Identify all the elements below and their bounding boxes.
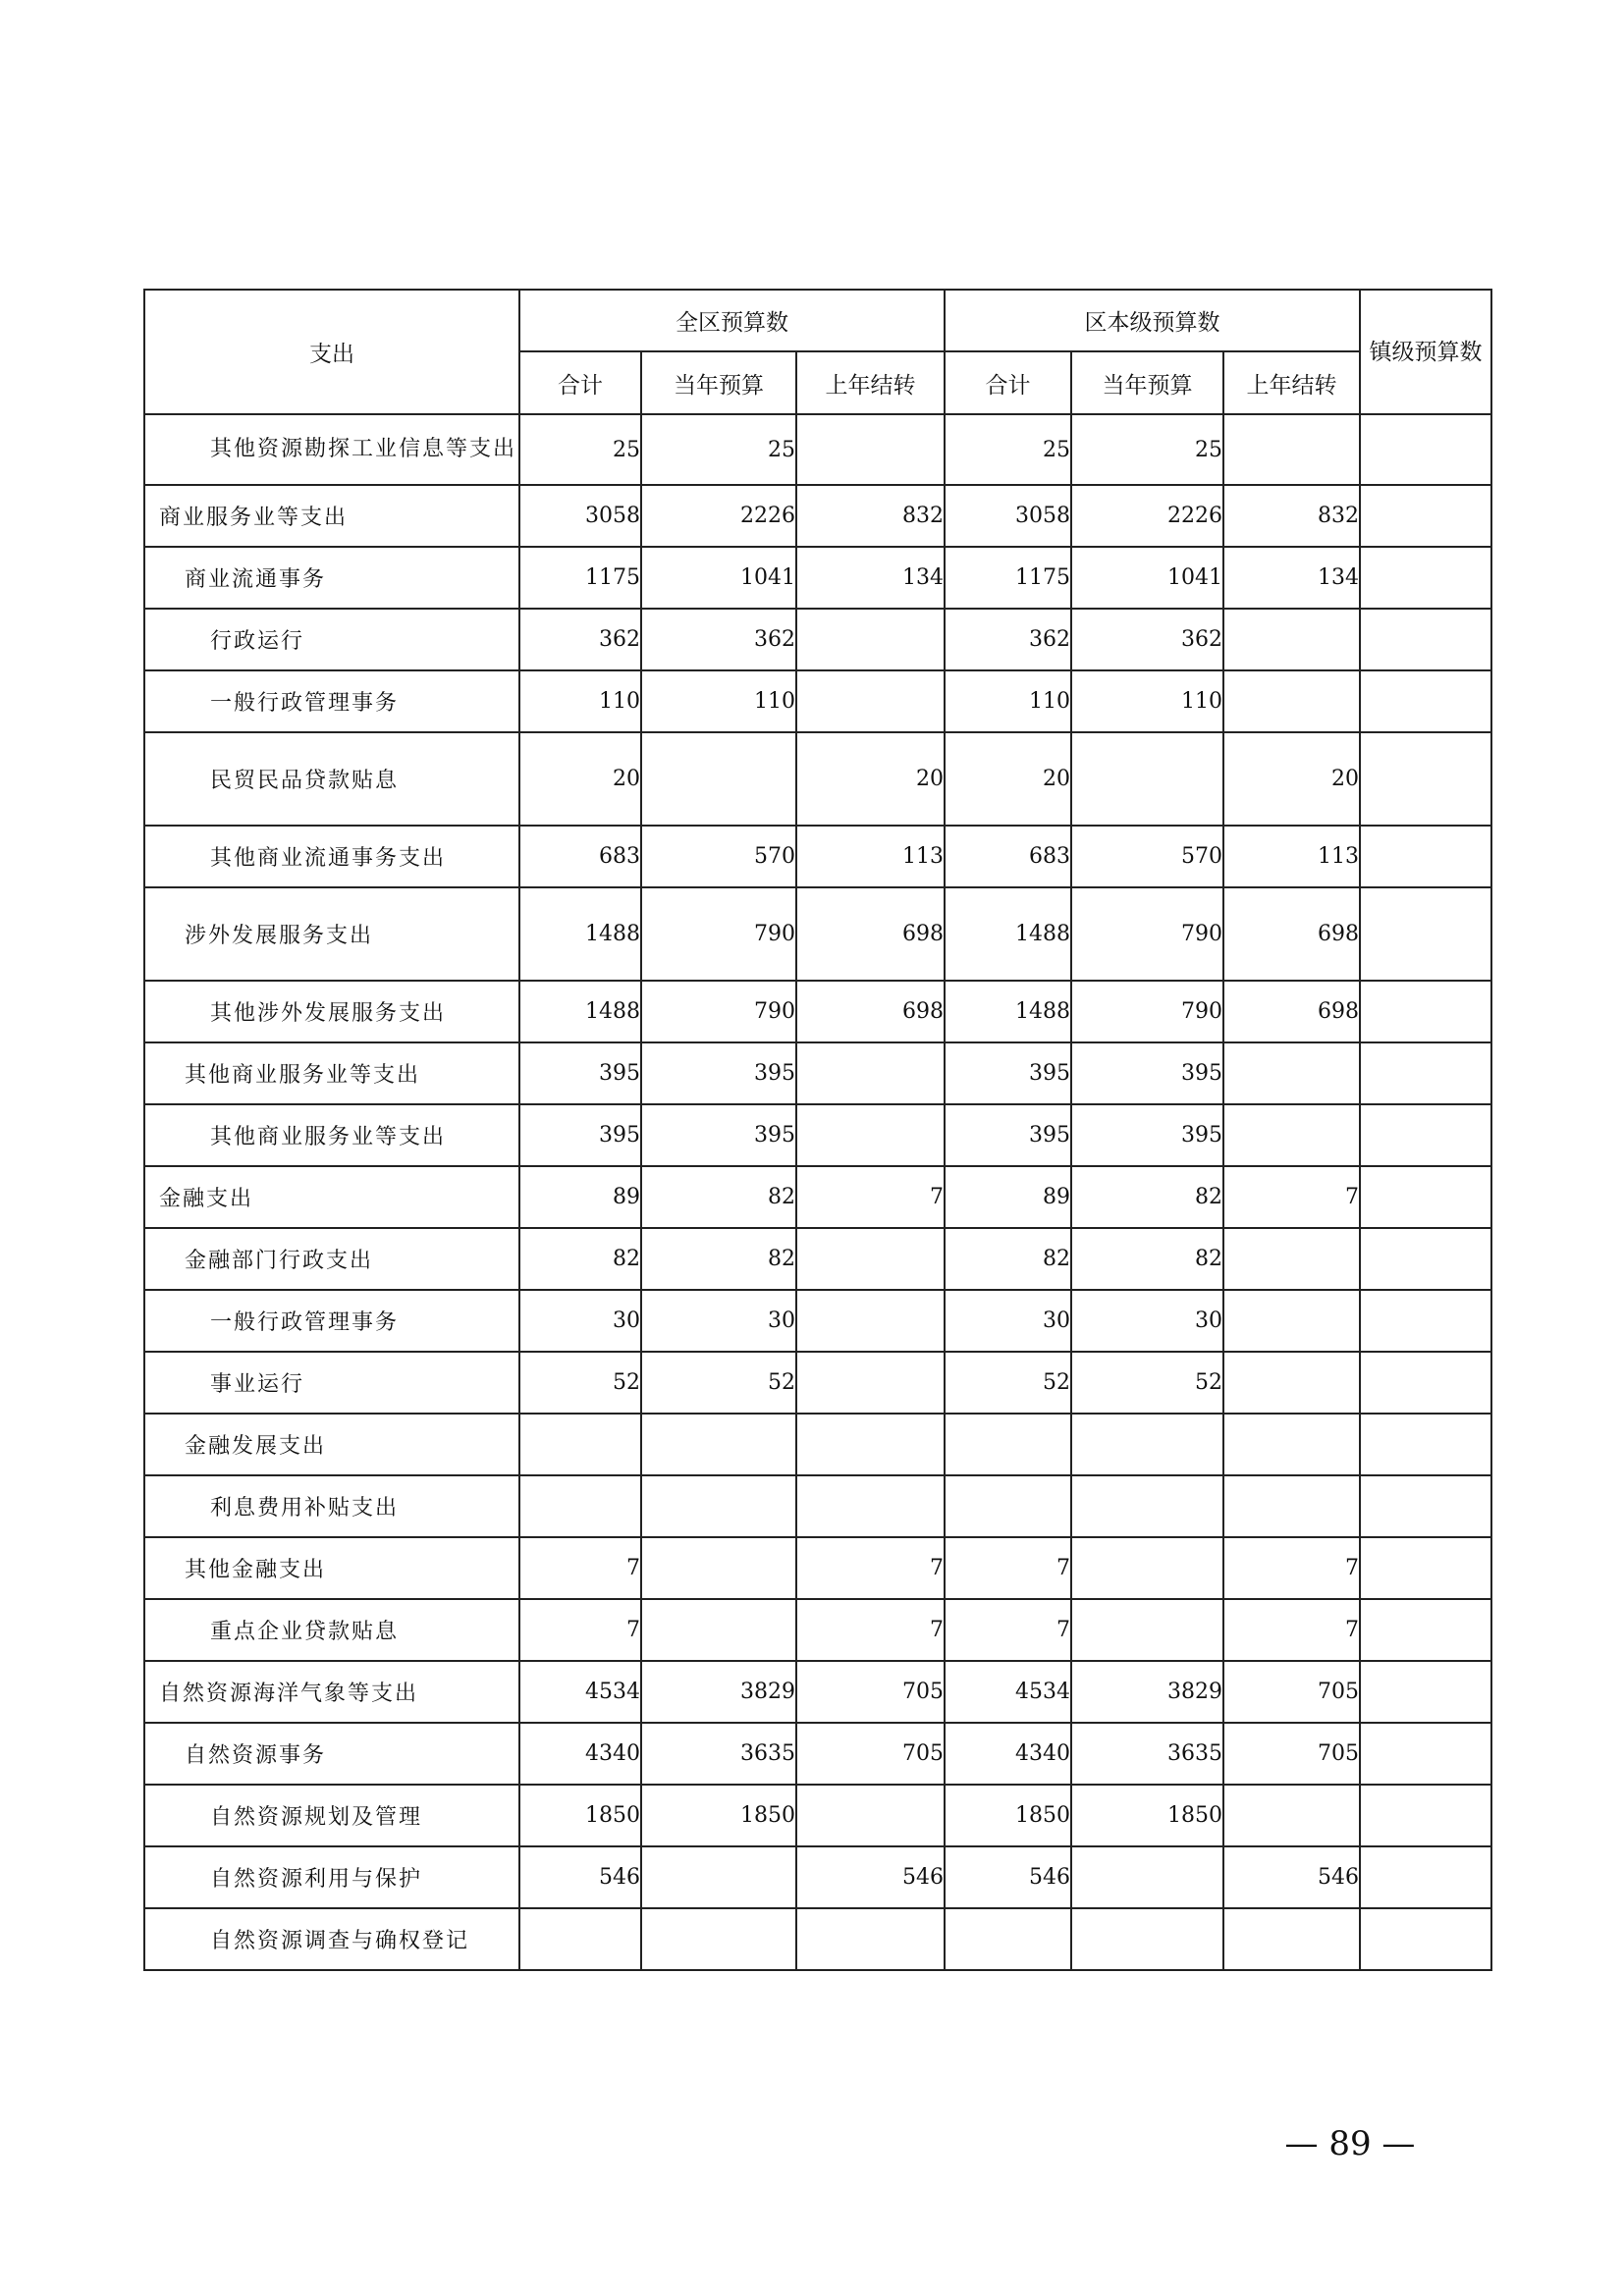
row-value bbox=[1223, 1352, 1360, 1414]
row-value: 4534 bbox=[945, 1661, 1071, 1723]
row-value: 25 bbox=[641, 414, 796, 485]
row-value: 2226 bbox=[1071, 485, 1223, 547]
row-value: 30 bbox=[519, 1290, 641, 1352]
row-value bbox=[1360, 732, 1491, 826]
row-value: 546 bbox=[945, 1846, 1071, 1908]
row-value: 698 bbox=[796, 887, 945, 981]
row-value: 113 bbox=[1223, 826, 1360, 887]
row-value bbox=[1360, 485, 1491, 547]
row-value bbox=[796, 1104, 945, 1166]
row-value bbox=[1223, 1290, 1360, 1352]
row-value: 1850 bbox=[945, 1785, 1071, 1846]
row-value: 7 bbox=[519, 1537, 641, 1599]
row-value bbox=[1360, 887, 1491, 981]
row-value: 20 bbox=[519, 732, 641, 826]
row-value: 3635 bbox=[641, 1723, 796, 1785]
row-value: 4340 bbox=[519, 1723, 641, 1785]
row-value: 4534 bbox=[519, 1661, 641, 1723]
row-value: 546 bbox=[1223, 1846, 1360, 1908]
table-row bbox=[144, 1290, 1491, 1352]
page-number: — 89 — bbox=[1284, 2124, 1416, 2163]
row-value: 1041 bbox=[641, 547, 796, 609]
row-value bbox=[1223, 670, 1360, 732]
row-value: 570 bbox=[641, 826, 796, 887]
row-label: 涉外发展服务支出 bbox=[144, 887, 519, 981]
row-value bbox=[1223, 1908, 1360, 1970]
table-row bbox=[144, 826, 1491, 887]
row-value bbox=[796, 1042, 945, 1104]
table-row bbox=[144, 1228, 1491, 1290]
row-value bbox=[796, 1785, 945, 1846]
row-value bbox=[796, 1352, 945, 1414]
row-value bbox=[1071, 732, 1223, 826]
table-row bbox=[144, 1599, 1491, 1661]
row-value: 683 bbox=[945, 826, 1071, 887]
row-label: 商业服务业等支出 bbox=[144, 485, 519, 547]
row-value bbox=[519, 1908, 641, 1970]
table-row bbox=[144, 1908, 1491, 1970]
table-row bbox=[144, 1104, 1491, 1166]
row-value: 1175 bbox=[945, 547, 1071, 609]
row-label: 一般行政管理事务 bbox=[144, 670, 519, 732]
row-value: 20 bbox=[945, 732, 1071, 826]
row-value: 7 bbox=[945, 1537, 1071, 1599]
row-value: 395 bbox=[519, 1042, 641, 1104]
table-row bbox=[144, 609, 1491, 670]
table-row bbox=[144, 1166, 1491, 1228]
table-row bbox=[144, 485, 1491, 547]
row-value: 52 bbox=[641, 1352, 796, 1414]
row-label: 行政运行 bbox=[144, 609, 519, 670]
row-label: 其他涉外发展服务支出 bbox=[144, 981, 519, 1042]
row-value: 395 bbox=[641, 1104, 796, 1166]
row-value: 7 bbox=[1223, 1599, 1360, 1661]
row-label: 自然资源事务 bbox=[144, 1723, 519, 1785]
table-row bbox=[144, 887, 1491, 981]
row-value: 82 bbox=[1071, 1228, 1223, 1290]
row-value: 30 bbox=[945, 1290, 1071, 1352]
row-value: 110 bbox=[641, 670, 796, 732]
row-value: 705 bbox=[1223, 1723, 1360, 1785]
row-value: 395 bbox=[945, 1104, 1071, 1166]
row-value bbox=[796, 1228, 945, 1290]
row-value bbox=[1223, 1228, 1360, 1290]
row-value bbox=[1360, 1846, 1491, 1908]
row-value bbox=[796, 414, 945, 485]
row-value bbox=[1360, 981, 1491, 1042]
row-value: 134 bbox=[1223, 547, 1360, 609]
row-value: 362 bbox=[1071, 609, 1223, 670]
row-value: 82 bbox=[945, 1228, 1071, 1290]
row-value: 25 bbox=[945, 414, 1071, 485]
row-value: 113 bbox=[796, 826, 945, 887]
row-value: 1850 bbox=[1071, 1785, 1223, 1846]
row-value bbox=[1360, 826, 1491, 887]
row-value bbox=[1071, 1846, 1223, 1908]
row-value: 1488 bbox=[519, 887, 641, 981]
row-value: 1850 bbox=[641, 1785, 796, 1846]
row-value bbox=[1071, 1908, 1223, 1970]
row-value: 790 bbox=[1071, 981, 1223, 1042]
row-value: 82 bbox=[1071, 1166, 1223, 1228]
row-value: 4340 bbox=[945, 1723, 1071, 1785]
row-label: 自然资源规划及管理 bbox=[144, 1785, 519, 1846]
row-value: 705 bbox=[1223, 1661, 1360, 1723]
row-value: 395 bbox=[945, 1042, 1071, 1104]
row-value: 30 bbox=[1071, 1290, 1223, 1352]
row-value: 7 bbox=[945, 1599, 1071, 1661]
row-value bbox=[1360, 1104, 1491, 1166]
row-value bbox=[1223, 1414, 1360, 1475]
row-value bbox=[1360, 414, 1491, 485]
row-label: 其他金融支出 bbox=[144, 1537, 519, 1599]
row-value bbox=[1360, 1723, 1491, 1785]
table-row bbox=[144, 1414, 1491, 1475]
row-value bbox=[945, 1414, 1071, 1475]
table-row bbox=[144, 1475, 1491, 1537]
row-label: 其他商业服务业等支出 bbox=[144, 1042, 519, 1104]
row-value: 7 bbox=[1223, 1166, 1360, 1228]
row-value bbox=[1360, 1352, 1491, 1414]
row-value: 82 bbox=[641, 1166, 796, 1228]
row-value bbox=[1360, 1537, 1491, 1599]
header-expense: 支出 bbox=[144, 290, 519, 414]
row-value: 7 bbox=[796, 1166, 945, 1228]
row-value bbox=[796, 609, 945, 670]
row-value bbox=[1360, 1661, 1491, 1723]
table-row bbox=[144, 1042, 1491, 1104]
row-value: 698 bbox=[1223, 981, 1360, 1042]
row-label: 其他商业服务业等支出 bbox=[144, 1104, 519, 1166]
table-body bbox=[144, 414, 1491, 1970]
row-value bbox=[641, 1537, 796, 1599]
budget-table bbox=[143, 289, 1492, 1971]
table-row bbox=[144, 414, 1491, 485]
row-value bbox=[1223, 1475, 1360, 1537]
header-district-level: 区本级预算数 bbox=[945, 290, 1360, 351]
row-value bbox=[945, 1908, 1071, 1970]
header-town-level: 镇级预算数 bbox=[1360, 290, 1491, 414]
row-value bbox=[1360, 1908, 1491, 1970]
row-value: 1175 bbox=[519, 547, 641, 609]
row-value: 7 bbox=[796, 1537, 945, 1599]
row-value bbox=[945, 1475, 1071, 1537]
row-value: 7 bbox=[1223, 1537, 1360, 1599]
row-value: 82 bbox=[519, 1228, 641, 1290]
row-value: 52 bbox=[1071, 1352, 1223, 1414]
row-value bbox=[1360, 1228, 1491, 1290]
table-row bbox=[144, 670, 1491, 732]
row-value: 3829 bbox=[1071, 1661, 1223, 1723]
row-label: 一般行政管理事务 bbox=[144, 1290, 519, 1352]
row-value: 832 bbox=[1223, 485, 1360, 547]
row-value: 20 bbox=[1223, 732, 1360, 826]
table-row bbox=[144, 1846, 1491, 1908]
row-label: 事业运行 bbox=[144, 1352, 519, 1414]
row-label: 金融发展支出 bbox=[144, 1414, 519, 1475]
row-value: 110 bbox=[1071, 670, 1223, 732]
subheader-total: 合计 bbox=[519, 351, 641, 414]
row-label: 利息费用补贴支出 bbox=[144, 1475, 519, 1537]
row-value bbox=[1360, 609, 1491, 670]
row-label: 自然资源调查与确权登记 bbox=[144, 1908, 519, 1970]
table-row bbox=[144, 547, 1491, 609]
header-district-total: 全区预算数 bbox=[519, 290, 945, 351]
row-value bbox=[1223, 609, 1360, 670]
row-value bbox=[1360, 1599, 1491, 1661]
row-value: 134 bbox=[796, 547, 945, 609]
row-value: 3058 bbox=[945, 485, 1071, 547]
row-value: 52 bbox=[519, 1352, 641, 1414]
row-value bbox=[1223, 1104, 1360, 1166]
row-value: 1488 bbox=[519, 981, 641, 1042]
row-value bbox=[1071, 1414, 1223, 1475]
row-value bbox=[1360, 670, 1491, 732]
row-value bbox=[1071, 1537, 1223, 1599]
row-value: 1041 bbox=[1071, 547, 1223, 609]
row-value: 20 bbox=[796, 732, 945, 826]
row-value: 89 bbox=[519, 1166, 641, 1228]
row-value bbox=[641, 1414, 796, 1475]
subheader-total: 合计 bbox=[945, 351, 1071, 414]
row-value: 395 bbox=[519, 1104, 641, 1166]
row-label: 金融支出 bbox=[144, 1166, 519, 1228]
row-value bbox=[641, 1475, 796, 1537]
row-value bbox=[1360, 1042, 1491, 1104]
row-value: 546 bbox=[796, 1846, 945, 1908]
row-value: 790 bbox=[641, 887, 796, 981]
row-value: 790 bbox=[641, 981, 796, 1042]
row-value: 395 bbox=[641, 1042, 796, 1104]
row-value: 362 bbox=[641, 609, 796, 670]
row-value: 698 bbox=[1223, 887, 1360, 981]
row-value: 698 bbox=[796, 981, 945, 1042]
row-value: 82 bbox=[641, 1228, 796, 1290]
row-value: 110 bbox=[945, 670, 1071, 732]
row-value bbox=[796, 1475, 945, 1537]
row-value: 30 bbox=[641, 1290, 796, 1352]
row-value: 3635 bbox=[1071, 1723, 1223, 1785]
table-row bbox=[144, 732, 1491, 826]
row-value: 790 bbox=[1071, 887, 1223, 981]
row-value: 832 bbox=[796, 485, 945, 547]
row-label: 民贸民品贷款贴息 bbox=[144, 732, 519, 826]
table-row bbox=[144, 1352, 1491, 1414]
row-value: 683 bbox=[519, 826, 641, 887]
row-value: 3829 bbox=[641, 1661, 796, 1723]
row-value bbox=[1360, 1414, 1491, 1475]
row-value: 362 bbox=[519, 609, 641, 670]
row-value: 1488 bbox=[945, 981, 1071, 1042]
row-value bbox=[1223, 1042, 1360, 1104]
row-value: 705 bbox=[796, 1723, 945, 1785]
row-value bbox=[1360, 1785, 1491, 1846]
table-row bbox=[144, 1661, 1491, 1723]
row-value: 2226 bbox=[641, 485, 796, 547]
row-value bbox=[1223, 1785, 1360, 1846]
row-label: 自然资源海洋气象等支出 bbox=[144, 1661, 519, 1723]
row-value: 7 bbox=[519, 1599, 641, 1661]
row-label: 金融部门行政支出 bbox=[144, 1228, 519, 1290]
row-value: 705 bbox=[796, 1661, 945, 1723]
row-value: 1850 bbox=[519, 1785, 641, 1846]
row-value: 362 bbox=[945, 609, 1071, 670]
row-value: 570 bbox=[1071, 826, 1223, 887]
row-value bbox=[796, 1414, 945, 1475]
table-row bbox=[144, 1537, 1491, 1599]
row-value bbox=[519, 1475, 641, 1537]
row-value: 52 bbox=[945, 1352, 1071, 1414]
row-label: 商业流通事务 bbox=[144, 547, 519, 609]
table-row bbox=[144, 1723, 1491, 1785]
table-row bbox=[144, 1785, 1491, 1846]
row-value bbox=[1223, 414, 1360, 485]
row-value bbox=[641, 1599, 796, 1661]
subheader-carryover: 上年结转 bbox=[796, 351, 945, 414]
row-value bbox=[1360, 1290, 1491, 1352]
row-value bbox=[796, 670, 945, 732]
row-value: 395 bbox=[1071, 1042, 1223, 1104]
row-value bbox=[1071, 1475, 1223, 1537]
row-value bbox=[796, 1908, 945, 1970]
row-value bbox=[796, 1290, 945, 1352]
subheader-current-year: 当年预算 bbox=[641, 351, 796, 414]
row-value bbox=[1360, 547, 1491, 609]
subheader-current-year: 当年预算 bbox=[1071, 351, 1223, 414]
row-value: 25 bbox=[519, 414, 641, 485]
row-value bbox=[1360, 1475, 1491, 1537]
row-value: 3058 bbox=[519, 485, 641, 547]
row-value: 25 bbox=[1071, 414, 1223, 485]
row-label: 自然资源利用与保护 bbox=[144, 1846, 519, 1908]
row-value bbox=[641, 1908, 796, 1970]
row-value: 395 bbox=[1071, 1104, 1223, 1166]
row-value: 110 bbox=[519, 670, 641, 732]
row-label: 其他商业流通事务支出 bbox=[144, 826, 519, 887]
row-label: 重点企业贷款贴息 bbox=[144, 1599, 519, 1661]
row-value bbox=[641, 1846, 796, 1908]
subheader-carryover: 上年结转 bbox=[1223, 351, 1360, 414]
row-value: 7 bbox=[796, 1599, 945, 1661]
row-value bbox=[519, 1414, 641, 1475]
row-value bbox=[641, 732, 796, 826]
row-value bbox=[1360, 1166, 1491, 1228]
row-value: 546 bbox=[519, 1846, 641, 1908]
row-value: 1488 bbox=[945, 887, 1071, 981]
row-label: 其他资源勘探工业信息等支出 bbox=[144, 414, 519, 485]
row-value bbox=[1071, 1599, 1223, 1661]
row-value: 89 bbox=[945, 1166, 1071, 1228]
table-row bbox=[144, 981, 1491, 1042]
